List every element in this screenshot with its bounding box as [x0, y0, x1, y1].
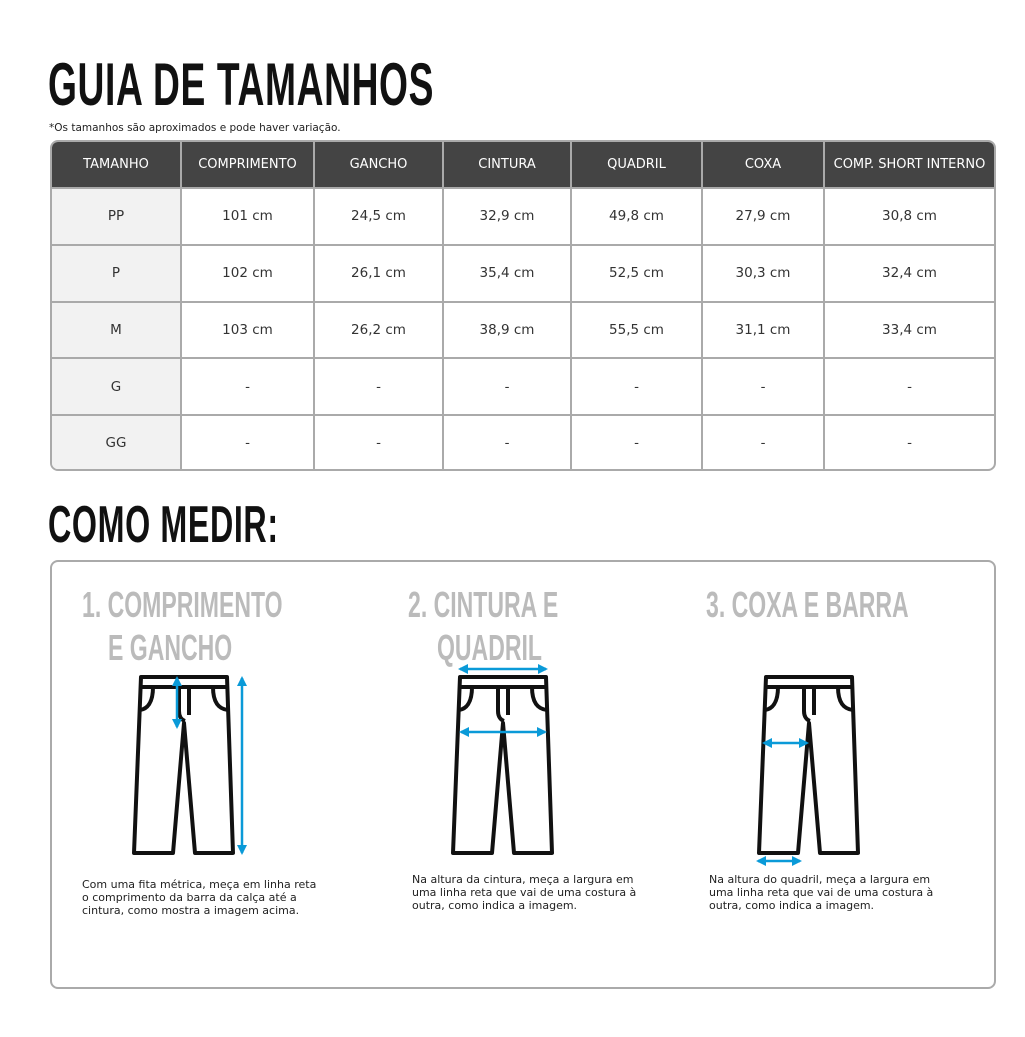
step-3-title: 3. COXA E BARRA: [706, 584, 909, 625]
measurement-cell: 33,4 cm: [824, 302, 994, 359]
pants-waist-hip-illustration: [452, 675, 562, 860]
column-header: COMPRIMENTO: [181, 142, 314, 188]
size-label-cell: G: [52, 358, 181, 415]
measurement-cell: 102 cm: [181, 245, 314, 302]
size-label-cell: M: [52, 302, 181, 359]
table-header-row: [52, 142, 994, 188]
column-header: COMP. SHORT INTERNO: [824, 142, 994, 188]
measurement-cell: 30,8 cm: [824, 188, 994, 245]
step-1-title-line2: E GANCHO: [108, 627, 233, 668]
measurement-cell: -: [443, 358, 571, 415]
column-header: TAMANHO: [52, 142, 181, 188]
measurement-cell: -: [571, 415, 702, 469]
measurement-cell: 38,9 cm: [443, 302, 571, 359]
step-3-description: Na altura do quadril, meça a largura em uma linha reta que vai de uma costura à outra, como indica a imagem.: [709, 873, 934, 912]
measurement-cell: 30,3 cm: [702, 245, 824, 302]
measurement-cell: 26,1 cm: [314, 245, 443, 302]
measurement-cell: 103 cm: [181, 302, 314, 359]
step-1-description: Com uma fita métrica, meça em linha reta o comprimento da barra da calça até a cintura, como mostra a imagem acima.: [82, 878, 317, 917]
measurement-cell: 55,5 cm: [571, 302, 702, 359]
measurement-cell: 32,9 cm: [443, 188, 571, 245]
measurement-cell: 32,4 cm: [824, 245, 994, 302]
measurement-cell: -: [181, 415, 314, 469]
measurement-cell: -: [314, 415, 443, 469]
measurement-cell: 26,2 cm: [314, 302, 443, 359]
table-row: [52, 358, 994, 415]
measurement-cell: 31,1 cm: [702, 302, 824, 359]
measurement-cell: -: [571, 358, 702, 415]
how-to-measure-title: COMO MEDIR:: [48, 496, 279, 554]
step-1-title: 1. COMPRIMENTO: [82, 584, 283, 625]
measurement-cell: -: [702, 415, 824, 469]
measurement-cell: 27,9 cm: [702, 188, 824, 245]
measurement-cell: -: [443, 415, 571, 469]
column-header: QUADRIL: [571, 142, 702, 188]
size-label-cell: GG: [52, 415, 181, 469]
disclaimer-note: *Os tamanhos são aproximados e pode haver variação.: [49, 122, 341, 134]
table-row: [52, 188, 994, 245]
measurement-cell: 101 cm: [181, 188, 314, 245]
table-row: [52, 415, 994, 469]
step-2-title: 2. CINTURA E: [408, 584, 559, 625]
pants-thigh-hem-illustration: [758, 675, 868, 870]
column-header: CINTURA: [443, 142, 571, 188]
measurement-cell: -: [824, 358, 994, 415]
pants-length-rise-illustration: [133, 675, 253, 860]
measurement-cell: -: [314, 358, 443, 415]
measurement-cell: 35,4 cm: [443, 245, 571, 302]
size-label-cell: P: [52, 245, 181, 302]
size-label-cell: PP: [52, 188, 181, 245]
table-row: [52, 245, 994, 302]
page-title: GUIA DE TAMANHOS: [48, 51, 435, 118]
measurement-cell: -: [181, 358, 314, 415]
measurement-cell: 49,8 cm: [571, 188, 702, 245]
step-2-description: Na altura da cintura, meça a largura em uma linha reta que vai de uma costura à outra, como indica a imagem.: [412, 873, 637, 912]
measurement-cell: 52,5 cm: [571, 245, 702, 302]
measurement-cell: 24,5 cm: [314, 188, 443, 245]
measurement-cell: -: [702, 358, 824, 415]
size-table: [50, 140, 996, 471]
column-header: GANCHO: [314, 142, 443, 188]
step-2-title-line2: QUADRIL: [437, 627, 542, 668]
measurement-cell: -: [824, 415, 994, 469]
table-row: [52, 302, 994, 359]
column-header: COXA: [702, 142, 824, 188]
